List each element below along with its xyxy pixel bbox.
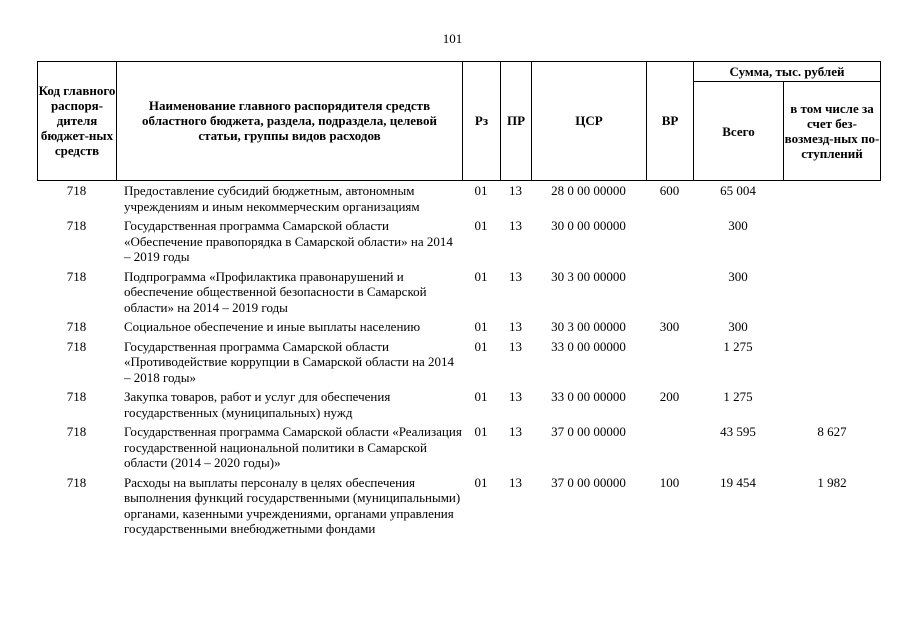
cell-name: Государственная программа Самарской области «Обеспечение правопорядка в Самарской области» на 2014 – 2019 годы (124, 218, 453, 264)
header-name: Наименование главного распорядителя средств областного бюджета, раздела, подраздела, целевой статьи, группы видов расходов (142, 98, 437, 143)
cell-rz: 01 (474, 389, 488, 404)
cell-rz: 01 (474, 268, 488, 284)
header-total: Всего (722, 123, 755, 139)
header-pr: ПР (506, 113, 526, 128)
cell-csr: 28 0 00 00000 (551, 183, 626, 198)
cell-pr: 13 (509, 218, 522, 233)
cell-csr: 33 0 00 00000 (551, 389, 626, 404)
table-row (37, 319, 881, 335)
cell-code: 718 (66, 183, 87, 198)
table-row (37, 389, 881, 420)
cell-csr: 33 0 00 00000 (551, 338, 626, 354)
cell-vr (646, 269, 693, 316)
cell-name: Государственная программа Самарской области «Противодействие коррупции в Самарской области на 2014 – 2018 годы» (124, 338, 455, 385)
page-number: 101 (442, 31, 463, 46)
cell-pr: 13 (509, 183, 522, 198)
header-vr: ВР (661, 113, 679, 128)
cell-vr (646, 218, 693, 265)
cell-rz: 01 (474, 319, 488, 334)
table-row (37, 339, 881, 386)
cell-pr: 13 (509, 338, 522, 354)
table-row (37, 475, 881, 537)
cell-rz: 01 (474, 424, 488, 439)
cell-bez: 8 627 (817, 424, 847, 439)
cell-rz: 01 (474, 218, 488, 233)
cell-name: Подпрограмма «Профилактика правонарушений и обеспечение общественной безопасности в Самарской области» на 2014 – 2019 годы (124, 268, 427, 315)
cell-name: Государственная программа Самарской области «Реализация государственной национальной политики в Самарской области (2014 – 2020 годы)» (124, 424, 462, 470)
cell-name: Расходы на выплаты персоналу в целях обеспечения выполнения функций государственными (муниципальными) органами, казенными учреждениями, органами управления государственными внебюджетными фондами (124, 474, 461, 536)
cell-bez (783, 319, 881, 335)
cell-rz: 01 (474, 338, 488, 354)
table-header (37, 61, 881, 181)
cell-csr: 30 3 00 00000 (551, 319, 626, 334)
cell-name: Социальное обеспечение и иные выплаты населению (124, 319, 421, 334)
cell-rz: 01 (474, 474, 488, 490)
cell-pr: 13 (509, 424, 522, 439)
cell-csr: 37 0 00 00000 (551, 474, 626, 490)
cell-total: 300 (728, 319, 748, 334)
cell-vr: 100 (659, 474, 680, 490)
cell-total: 65 004 (720, 183, 756, 198)
header-csr: ЦСР (575, 113, 603, 128)
cell-total: 43 595 (720, 424, 756, 439)
cell-code: 718 (66, 338, 87, 354)
cell-pr: 13 (509, 474, 522, 490)
cell-csr: 37 0 00 00000 (551, 424, 626, 439)
cell-name: Предоставление субсидий бюджетным, автономным учреждениям и иным некоммерческим организациям (124, 183, 420, 214)
header-sum: Сумма, тыс. рублей (729, 63, 845, 79)
cell-code: 718 (66, 424, 87, 439)
cell-vr: 200 (659, 389, 680, 404)
header-rz: Рз (474, 113, 489, 128)
cell-total: 1 275 (723, 389, 753, 404)
cell-bez (783, 183, 881, 214)
table-row (37, 183, 881, 214)
cell-code: 718 (66, 389, 87, 404)
cell-code: 718 (66, 268, 87, 284)
cell-vr (646, 424, 693, 471)
table-body (37, 183, 881, 541)
cell-vr: 300 (659, 319, 680, 334)
cell-csr: 30 0 00 00000 (551, 218, 626, 233)
table-row (37, 218, 881, 265)
header-code: Код главного распоря-дителя бюджет-ных средств (38, 83, 116, 158)
cell-pr: 13 (509, 389, 522, 404)
cell-total: 1 275 (723, 338, 753, 354)
cell-total: 300 (728, 218, 748, 233)
cell-code: 718 (66, 474, 87, 490)
header-bez: в том числе за счет без-возмезд-ных по-ступлений (784, 101, 880, 161)
cell-bez: 1 982 (817, 474, 847, 490)
cell-csr: 30 3 00 00000 (551, 268, 626, 284)
cell-name: Закупка товаров, работ и услуг для обеспечения государственных (муниципальных) нужд (124, 389, 391, 420)
cell-vr (646, 339, 693, 386)
cell-bez (783, 389, 881, 420)
cell-bez (783, 339, 881, 386)
cell-code: 718 (66, 218, 87, 233)
cell-vr: 600 (659, 183, 680, 198)
cell-bez (783, 218, 881, 265)
cell-pr: 13 (509, 268, 522, 284)
cell-code: 718 (66, 319, 87, 334)
cell-bez (783, 269, 881, 316)
table-row (37, 269, 881, 316)
cell-rz: 01 (474, 183, 488, 198)
cell-total: 19 454 (720, 474, 756, 490)
cell-pr: 13 (509, 319, 522, 334)
cell-total: 300 (728, 268, 748, 284)
table-row (37, 424, 881, 471)
